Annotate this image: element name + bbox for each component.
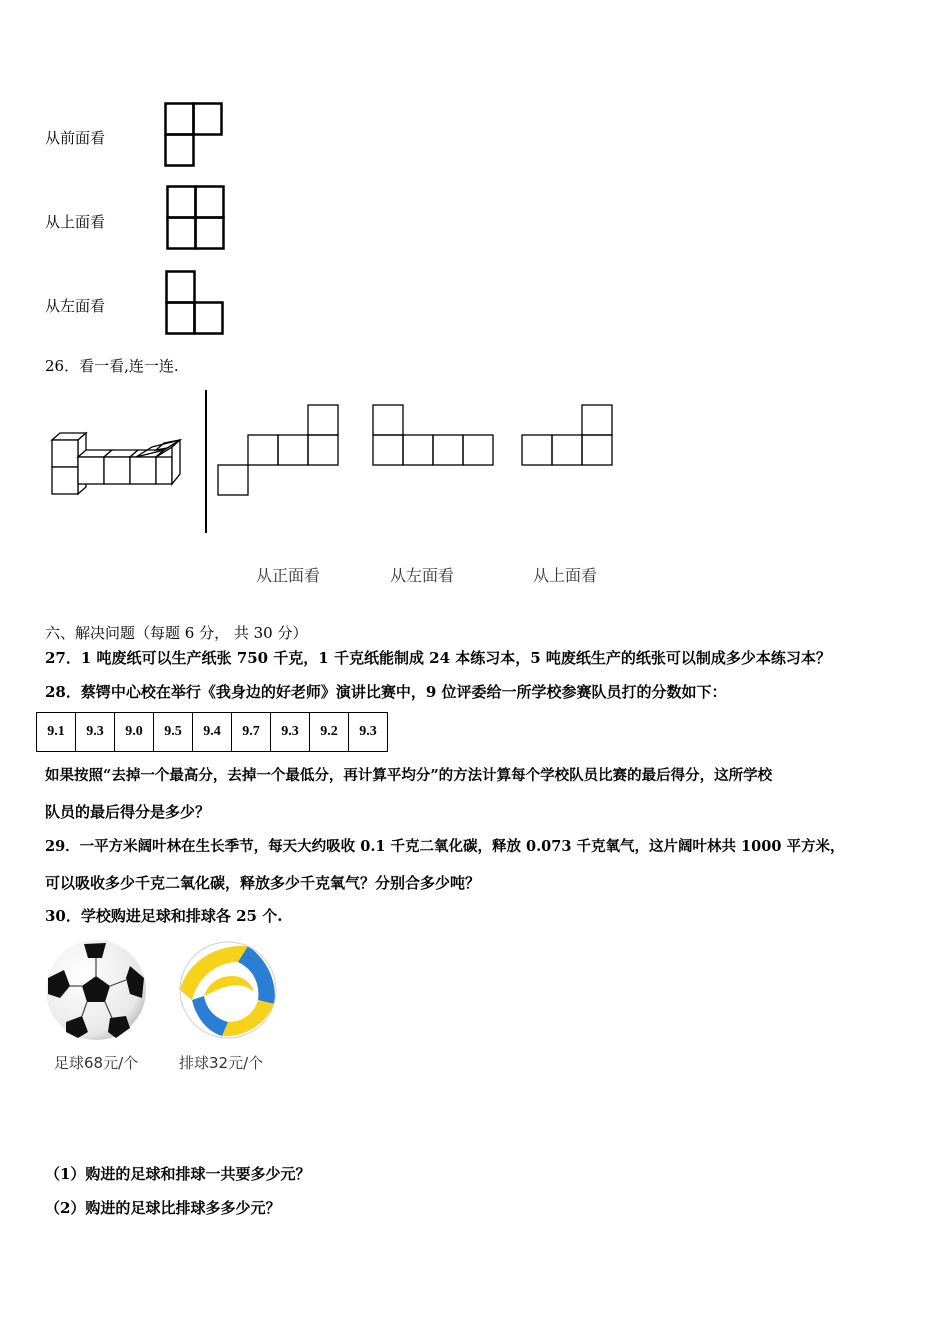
- section6-heading: 六、解决问题（每题 6 分， 共 30 分）: [45, 624, 308, 642]
- score-cell: 9.3: [76, 713, 115, 752]
- score-row: [37, 713, 388, 752]
- q28-line2: 队员的最后得分是多少？: [45, 803, 211, 821]
- left-view-grid-icon: [165, 270, 227, 336]
- score-cell: 9.1: [37, 713, 76, 752]
- cube-stack-figure-icon: [48, 430, 188, 500]
- q27-text: 27．1 吨废纸可以生产纸张 750 千克，1 千克纸能制成 24 本练习本，5 吨废纸生产的纸张可以制成多少本练习本？: [45, 649, 831, 667]
- q30-sub2: （2）购进的足球比排球多多少元？: [45, 1199, 281, 1217]
- q29-line2: 可以吸收多少千克二氧化碳，释放多少千克氧气？分别合多少吨？: [45, 874, 481, 892]
- caption-front: 从正面看: [256, 566, 321, 585]
- view-label-left: 从左面看: [45, 297, 106, 315]
- football-icon: [44, 938, 148, 1042]
- view-option-1-icon[interactable]: [218, 404, 340, 496]
- view-label-front: 从前面看: [45, 129, 106, 147]
- q30-title: 30．学校购进足球和排球各 25 个.: [45, 907, 283, 925]
- q28-intro: 28．蔡锷中心校在举行《我身边的好老师》演讲比赛中，9 位评委给一所学校参赛队员打的分数如下：: [45, 683, 727, 701]
- score-cell: 9.3: [349, 713, 388, 752]
- vertical-divider: [205, 390, 207, 533]
- football-price-label: 足球68元/个: [54, 1054, 139, 1072]
- view-option-3-icon[interactable]: [522, 404, 616, 466]
- score-table: [36, 712, 388, 752]
- score-cell: 9.2: [310, 713, 349, 752]
- score-cell: 9.5: [154, 713, 193, 752]
- caption-left: 从左面看: [390, 566, 455, 585]
- view-option-2-icon[interactable]: [372, 404, 496, 466]
- score-cell: 9.4: [193, 713, 232, 752]
- front-view-grid-icon: [164, 102, 226, 168]
- volleyball-price-label: 排球32元/个: [179, 1054, 264, 1072]
- score-cell: 9.0: [115, 713, 154, 752]
- caption-top: 从上面看: [533, 566, 598, 585]
- score-cell: 9.3: [271, 713, 310, 752]
- volleyball-icon: [178, 940, 278, 1040]
- q29-line1: 29．一平方米阔叶林在生长季节，每天大约吸收 0.1 千克二氧化碳，释放 0.073 千克氧气，这片阔叶林共 1000 平方米，: [45, 838, 845, 855]
- top-view-grid-icon: [166, 185, 228, 251]
- view-label-top: 从上面看: [45, 213, 106, 231]
- q26-title: 26．看一看,连一连.: [45, 357, 179, 375]
- q28-line1: 如果按照“去掉一个最高分，去掉一个最低分，再计算平均分”的方法计算每个学校队员比赛的最后得分，这所学校: [45, 767, 773, 784]
- score-cell: 9.7: [232, 713, 271, 752]
- q30-sub1: （1）购进的足球和排球一共要多少元？: [45, 1165, 311, 1183]
